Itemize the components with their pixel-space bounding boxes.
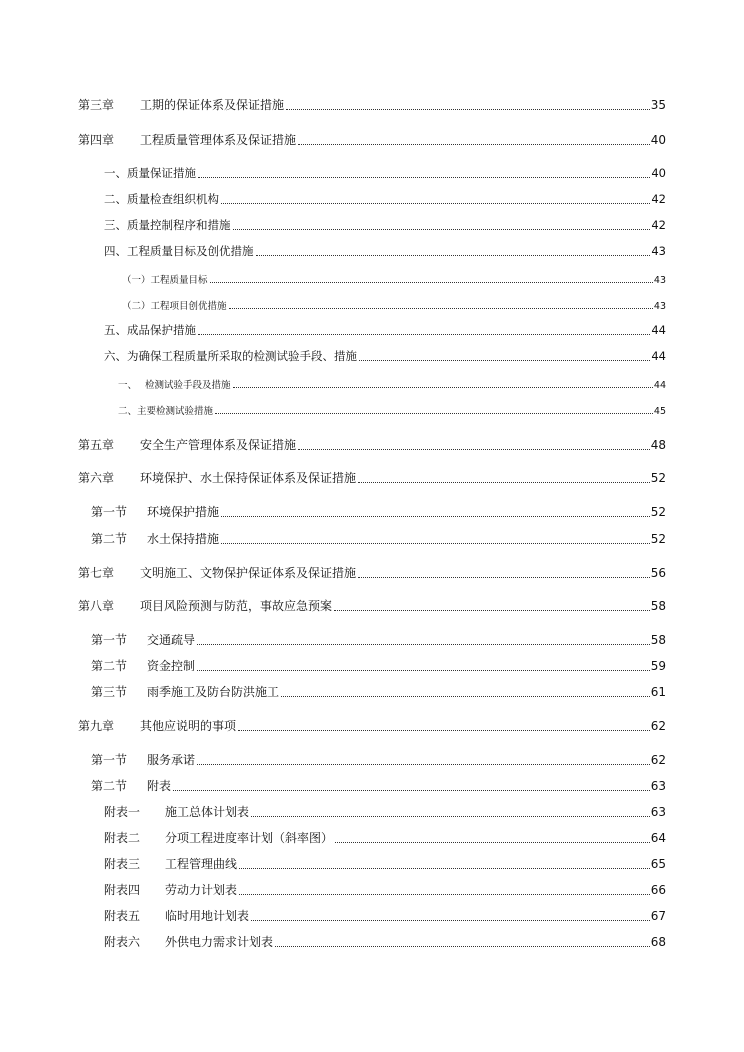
toc-dot-leader: [251, 816, 650, 817]
toc-dot-leader: [210, 282, 653, 283]
toc-entry-page: 43: [653, 301, 666, 312]
toc-entry-number: 第二节: [91, 532, 128, 546]
toc-dot-leader: [198, 334, 650, 335]
toc-entry-page: 40: [650, 133, 666, 147]
toc-entry-number: 第二节: [91, 779, 128, 793]
toc-entry-number: 第八章: [78, 599, 115, 613]
toc-dot-leader: [239, 894, 650, 895]
toc-entry-number: 第三章: [78, 98, 115, 112]
toc-dot-leader: [358, 577, 650, 578]
toc-entry-chapter-3[interactable]: [78, 96, 666, 113]
toc-entry-title: 雨季施工及防台防洪施工: [147, 685, 280, 699]
toc-dot-leader: [233, 229, 651, 230]
toc-entry-appendix-5[interactable]: [104, 907, 666, 924]
toc-dot-leader: [298, 449, 650, 450]
toc-dot-leader: [238, 730, 650, 731]
toc-entry-page: 52: [650, 505, 666, 519]
toc-entry-number: 附表三: [104, 857, 141, 871]
toc-entry-number: 附表二: [104, 831, 141, 845]
toc-dot-leader: [298, 144, 650, 145]
toc-entry-4-1[interactable]: [104, 165, 666, 181]
toc-entry-title: 一、质量保证措施: [104, 166, 196, 180]
toc-entry-page: 68: [650, 935, 666, 949]
toc-entry-page: 65: [650, 857, 666, 871]
toc-dot-leader: [233, 387, 653, 388]
toc-entry-page: 62: [650, 753, 666, 767]
toc-dot-leader: [229, 308, 653, 309]
toc-dot-leader: [197, 764, 650, 765]
toc-entry-number: 第一节: [91, 505, 128, 519]
toc-entry-chapter-7[interactable]: [78, 564, 666, 581]
toc-entry-number: 附表五: [104, 909, 141, 923]
toc-entry-title: 文明施工、文物保护保证体系及保证措施: [140, 566, 357, 580]
toc-entry-number: 第三节: [91, 685, 128, 699]
toc-entry-page: 45: [653, 406, 666, 417]
toc-dot-leader: [221, 203, 650, 204]
toc-entry-8-1[interactable]: [91, 631, 666, 648]
toc-entry-number: 第六章: [78, 471, 115, 485]
toc-dot-leader: [359, 360, 650, 361]
toc-entry-page: 58: [650, 633, 666, 647]
toc-entry-title: 其他应说明的事项: [140, 719, 237, 733]
toc-entry-title: 检测试验手段及措施: [145, 380, 231, 391]
toc-entry-6-1[interactable]: [91, 503, 666, 520]
toc-entry-appendix-4[interactable]: [104, 881, 666, 898]
toc-entry-page: 42: [651, 218, 666, 232]
toc-dot-leader: [221, 543, 650, 544]
toc-entry-number: 第二节: [91, 659, 128, 673]
toc-entry-appendix-3[interactable]: [104, 855, 666, 872]
toc-entry-page: 67: [650, 909, 666, 923]
toc-entry-title: 劳动力计划表: [165, 883, 238, 897]
toc-entry-number: 第四章: [78, 133, 115, 147]
toc-entry-4-6[interactable]: [104, 348, 666, 364]
toc-entry-9-2[interactable]: [91, 777, 666, 794]
toc-entry-number: 附表四: [104, 883, 141, 897]
toc-entry-title: 工期的保证体系及保证措施: [140, 98, 285, 112]
toc-dot-leader: [281, 696, 650, 697]
toc-entry-title: 交通疏导: [147, 633, 196, 647]
toc-entry-title: 项目风险预测与防范，事故应急预案: [140, 599, 333, 613]
toc-entry-title: 五、成品保护措施: [104, 323, 196, 337]
toc-dot-leader: [251, 920, 650, 921]
toc-entry-chapter-5[interactable]: [78, 436, 666, 453]
toc-dot-leader: [358, 482, 650, 483]
toc-dot-leader: [215, 413, 653, 414]
toc-entry-page: 44: [651, 349, 666, 363]
toc-entry-appendix-6[interactable]: [104, 933, 666, 950]
toc-entry-4-3[interactable]: [104, 217, 666, 233]
toc-entry-chapter-8[interactable]: [78, 597, 666, 614]
toc-entry-page: 63: [650, 779, 666, 793]
toc-entry-title: 安全生产管理体系及保证措施: [140, 438, 297, 452]
toc-entry-number: 附表六: [104, 935, 141, 949]
toc-entry-page: 58: [650, 599, 666, 613]
toc-dot-leader: [256, 255, 651, 256]
toc-entry-4-6-2[interactable]: [118, 403, 666, 417]
toc-entry-title: 四、工程质量目标及创优措施: [104, 244, 254, 258]
toc-dot-leader: [221, 516, 650, 517]
toc-entry-title: 水土保持措施: [147, 532, 220, 546]
toc-entry-4-4-1[interactable]: [122, 272, 666, 286]
toc-entry-page: 62: [650, 719, 666, 733]
toc-entry-page: 43: [653, 275, 666, 286]
toc-entry-title: 外供电力需求计划表: [165, 935, 274, 949]
toc-entry-page: 64: [650, 831, 666, 845]
toc-dot-leader: [197, 670, 650, 671]
toc-entry-title: 工程质量管理体系及保证措施: [140, 133, 297, 147]
toc-entry-title: 服务承诺: [147, 753, 196, 767]
toc-dot-leader: [334, 610, 650, 611]
toc-entry-page: 43: [651, 244, 666, 258]
toc-entry-page: 59: [650, 659, 666, 673]
toc-entry-title: 施工总体计划表: [165, 805, 250, 819]
toc-dot-leader: [197, 644, 650, 645]
toc-entry-number: 第七章: [78, 566, 115, 580]
toc-dot-leader: [173, 790, 650, 791]
toc-entry-4-5[interactable]: [104, 322, 666, 338]
toc-entry-page: 44: [651, 323, 666, 337]
toc-entry-title: 环境保护措施: [147, 505, 220, 519]
toc-dot-leader: [335, 842, 650, 843]
toc-entry-chapter-6[interactable]: [78, 469, 666, 486]
toc-entry-title: 工程管理曲线: [165, 857, 238, 871]
toc-entry-4-4-2[interactable]: [122, 298, 666, 312]
toc-entry-title: 六、为确保工程质量所采取的检测试验手段、措施: [104, 349, 357, 363]
toc-dot-leader: [198, 177, 650, 178]
toc-entry-page: 63: [650, 805, 666, 819]
toc-entry-title: 分项工程进度率计划（斜率图）: [165, 831, 334, 845]
toc-entry-number: 第五章: [78, 438, 115, 452]
toc-entry-chapter-4[interactable]: [78, 131, 666, 148]
toc-dot-leader: [286, 109, 650, 110]
toc-entry-page: 52: [650, 471, 666, 485]
toc-entry-8-3[interactable]: [91, 683, 666, 700]
toc-dot-leader: [275, 946, 650, 947]
toc-entry-title: （二）工程项目创优措施: [122, 301, 227, 312]
toc-entry-6-2[interactable]: [91, 530, 666, 547]
toc-entry-page: 48: [650, 438, 666, 452]
toc-entry-title: （一）工程质量目标: [122, 275, 208, 286]
toc-entry-4-4[interactable]: [104, 243, 666, 259]
toc-entry-number: 第一节: [91, 753, 128, 767]
toc-entry-number: 附表一: [104, 805, 141, 819]
toc-entry-page: 56: [650, 566, 666, 580]
toc-entry-page: 52: [650, 532, 666, 546]
toc-entry-title: 三、质量控制程序和措施: [104, 218, 231, 232]
toc-entry-9-1[interactable]: [91, 751, 666, 768]
toc-entry-chapter-9[interactable]: [78, 717, 666, 734]
toc-entry-appendix-1[interactable]: [104, 803, 666, 820]
toc-dot-leader: [239, 868, 650, 869]
toc-entry-title: 附表: [147, 779, 172, 793]
toc-entry-8-2[interactable]: [91, 657, 666, 674]
toc-entry-title: 环境保护、水土保持保证体系及保证措施: [140, 471, 357, 485]
toc-entry-page: 40: [651, 166, 666, 180]
toc-entry-page: 35: [650, 98, 666, 112]
toc-entry-page: 66: [650, 883, 666, 897]
toc-entry-appendix-2[interactable]: [104, 829, 666, 846]
toc-entry-page: 42: [651, 192, 666, 206]
toc-entry-4-2[interactable]: [104, 191, 666, 207]
toc-entry-number: 一、: [118, 380, 138, 391]
toc-entry-title: 临时用地计划表: [165, 909, 250, 923]
toc-entry-title: 二、主要检测试验措施: [118, 406, 214, 417]
toc-entry-number: 第九章: [78, 719, 115, 733]
toc-entry-number: 第一节: [91, 633, 128, 647]
toc-entry-title: 二、质量检查组织机构: [104, 192, 219, 206]
toc-entry-4-6-1[interactable]: [118, 377, 666, 391]
toc-entry-title: 资金控制: [147, 659, 196, 673]
toc-entry-page: 61: [650, 685, 666, 699]
toc-entry-page: 44: [653, 380, 666, 391]
